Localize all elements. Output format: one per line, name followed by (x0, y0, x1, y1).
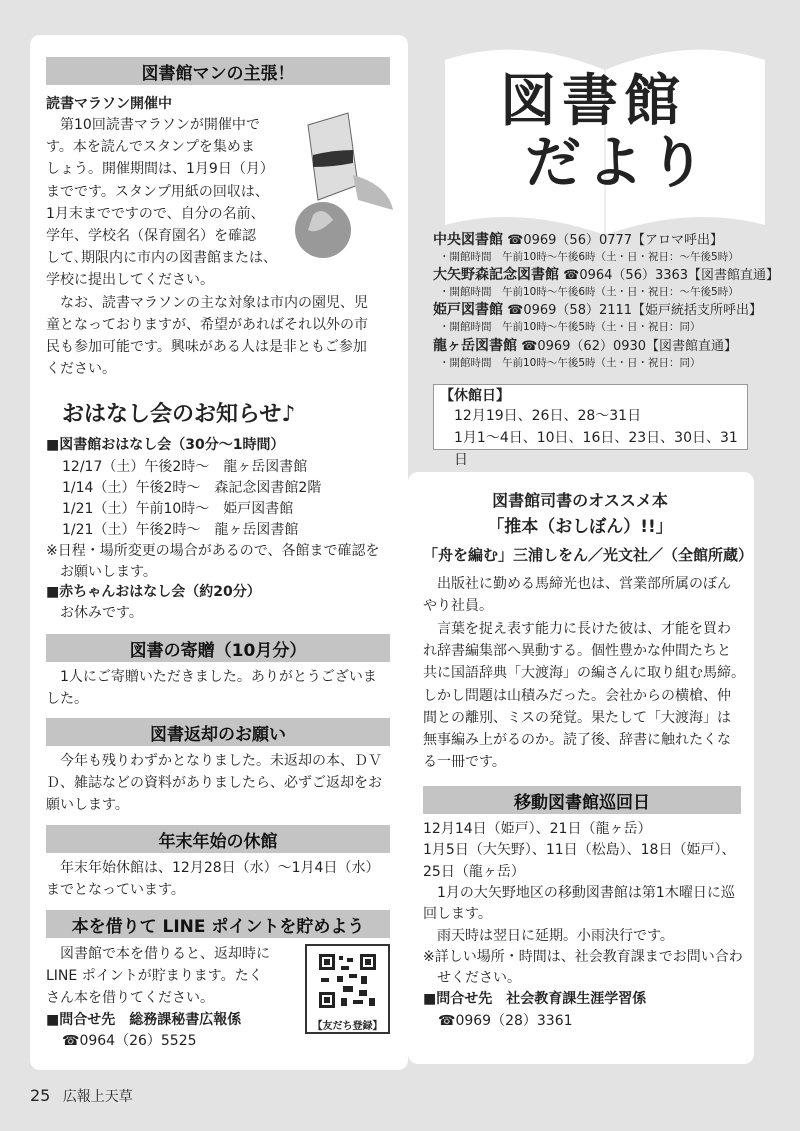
qr-code[interactable] (305, 944, 390, 1034)
man-body-line: 童となっておりますが、希望があればそれ以外の市 (46, 316, 368, 333)
donation-heading: 図書の寄贈（10月分） (46, 634, 390, 662)
library-himedo: 姫戸図書館 ☎0969（58）2111【姫戸統括支所呼出】 ・開館時間 午前10時～午後5時（土・日・祝日：同） (433, 302, 763, 333)
ohanashi-item: 1/21（土）午前10時～ 姫戸図書館 (62, 501, 294, 517)
ohanashi-text: ※日程・場所変更の場合があるので、各館まで確認を (46, 543, 380, 559)
page-title-1: 図書館 (500, 69, 686, 134)
qr-label: 【友だち登録】 (312, 1021, 383, 1032)
man-body-line: 民も参加可能です。興味がある人は是非ともご参加 (46, 339, 367, 355)
page-number: 25 (30, 1086, 51, 1105)
holiday-box (433, 384, 748, 468)
library-oyano: 大矢野森記念図書館 ☎0964（56）3363【図書館直通】 ・開館時間 午前10時～午後6時（土・日・祝日：～午後5時） (433, 267, 780, 298)
man-body-line: 1月末までですので、自分の名前、 (46, 205, 265, 222)
recommend-book: 「舟を編む」三浦しをん／光文社／（全館所蔵） (423, 546, 754, 564)
newyear-line: までとなっています。 (46, 882, 185, 898)
recommend-line: 無事編み上がるのか。読了後、辞書に触れたくな (423, 732, 731, 749)
mobile-tel: ☎0969（28）3361 (438, 1013, 573, 1029)
donation-line: 1人にご寄贈いただきました。ありがとうございま (46, 669, 377, 685)
man-body-line: す。本を読んでスタンプを集めま (46, 139, 255, 156)
man-body-line: 第10回読書マラソンが開催中で (46, 117, 260, 133)
qr-code-icon (307, 946, 388, 1016)
ohanashi-heading: おはなし会のお知らせ♪ (62, 402, 296, 427)
ohanashi-text: お願いします。 (46, 564, 157, 580)
newyear-line: 年末年始休館は、12月28日（水）～1月4日（水） (46, 860, 380, 876)
ohanashi-item: 12/17（土）午後2時～ 龍ヶ岳図書館 (62, 459, 308, 475)
library-central: 中央図書館 ☎0969（56）0777【アロマ呼出】 ・開館時間 午前10時～午後6時（土・日・祝日：～午後5時） (433, 232, 739, 263)
man-body-line: 学校に提出してください。 (46, 272, 214, 289)
recommend-line: れ辞書編集部へ異動する。個性豊かな仲間たちと (423, 642, 731, 659)
recommend-line: 間との離別、ミスの発覚。果たして「大渡海」は (423, 709, 731, 726)
ohanashi-text: お休みです。 (46, 605, 143, 621)
ohanashi-text: ■赤ちゃんおはなし会（約20分） (46, 584, 261, 600)
return-line: Ｄ、雑誌などの資料がありましたら、必ずご返却をお (46, 775, 382, 791)
mobile-line: 1月5日（大矢野）、11日（松島）、18日（姫戸）、 (423, 842, 736, 859)
mobile-line: 回します。 (423, 906, 492, 923)
man-body-line: しょう。開催期間は、1月9日（月） (46, 161, 274, 178)
holiday-label: 【休館日】 (440, 388, 510, 404)
mobile-line: せください。 (423, 970, 521, 987)
library-ryugatake: 龍ヶ岳図書館 ☎0969（62）0930【図書館直通】 ・開館時間 午前10時～午後5時（土・日・祝日：同） (433, 338, 738, 369)
ohanashi-item: 1/21（土）午後2時～ 龍ヶ岳図書館 (62, 522, 299, 538)
ohanashi-item: 1/14（土）午後2時～ 森記念図書館2階 (62, 480, 322, 496)
mobile-contact: ■問合せ先 社会教育課生涯学習係 (423, 991, 647, 1007)
man-heading: 図書館マンの主張！ (46, 57, 390, 85)
line-tel: ☎0964（26）5525 (62, 1033, 197, 1049)
mobile-heading: 移動図書館巡回日 (423, 786, 741, 814)
mobile-line: 12月14日（姫戸）、21日（龍ヶ岳） (423, 821, 652, 837)
newyear-heading: 年末年始の休館 (46, 825, 390, 853)
holiday-line-1: 12月19日、26日、28～31日 (454, 408, 642, 424)
magazine-name: 広報上天草 (62, 1089, 133, 1105)
mobile-line: 1月の大矢野地区の移動図書館は第1木曜日に巡 (423, 884, 735, 901)
ohanashi-sub1: ■図書館おはなし会（30分～1時間） (46, 437, 285, 453)
holiday-line-2: 1月1～4日、10日、16日、23日、30日、31日 (454, 430, 738, 468)
mobile-line: 25日（龍ヶ岳） (423, 863, 525, 880)
line-body-line: さん本を借りてください。 (46, 990, 214, 1006)
man-sub: 読書マラソン開催中 (46, 96, 172, 112)
man-body-line: までです。スタンプ用紙の回収は、 (46, 183, 269, 200)
line-body-line: 図書館で本を借りると、返却時に (46, 946, 270, 962)
return-heading: 図書返却のお願い (46, 718, 390, 746)
man-body-line: ください。 (46, 361, 116, 378)
man-body-line: 学年、学校名（保育園名）を確認 (46, 228, 256, 244)
recommend-line: 出版社に勤める馬締光也は、営業部所属のぼん (423, 576, 731, 592)
return-line: 願いします。 (46, 797, 129, 813)
mobile-line: 雨天時は翌日に延期。小雨決行です。 (423, 927, 674, 944)
recommend-sub: 「推本（おしぼん）!!」 (487, 517, 673, 537)
donation-line: した。 (46, 691, 88, 707)
line-heading: 本を借りて LINE ポイントを貯めよう (46, 910, 390, 938)
recommend-line: やり社員。 (423, 598, 493, 615)
library-man-mascot-icon (288, 105, 398, 260)
footer (30, 1086, 133, 1106)
page-title-2: だより (525, 131, 711, 196)
mobile-line: ※詳しい場所・時間は、社会教育課までお問い合わ (423, 948, 743, 965)
recommend-line: 言葉を捉え表す能力に長けた彼は、才能を買わ (423, 620, 731, 637)
recommend-heading: 図書館司書のオススメ本 (492, 491, 668, 510)
return-line: 今年も残りわずかとなりました。未返却の本、ＤＶ (46, 753, 382, 769)
line-body-line: LINE ポイントが貯まります。たく (46, 968, 263, 984)
man-body-line: なお、読書マラソンの主な対象は市内の園児、児 (46, 294, 368, 311)
recommend-line: しかし問題は山積みだった。会社からの横槍、仲 (423, 687, 731, 704)
line-contact: ■問合せ先 総務課秘書広報係 (46, 1012, 242, 1028)
recommend-line: る一冊です。 (423, 754, 506, 771)
recommend-line: 共に国語辞典「大渡海」の編さんに取り組む馬締。 (423, 665, 745, 682)
man-body-line: して､期限内に市内の図書館または、 (46, 250, 277, 267)
